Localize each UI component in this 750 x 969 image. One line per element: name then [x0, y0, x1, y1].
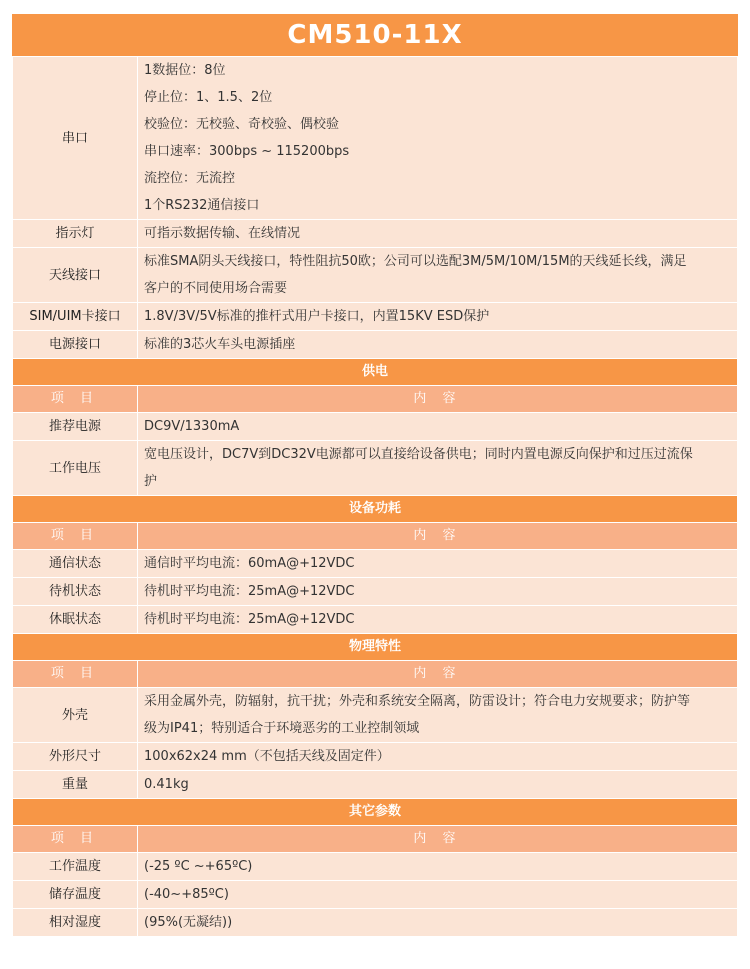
- spec-key: 工作电压: [13, 441, 138, 496]
- section-title: 其它参数: [13, 799, 738, 826]
- section-title: 设备功耗: [13, 496, 738, 523]
- spec-key: 指示灯: [13, 220, 138, 248]
- column-header-row: [13, 826, 738, 853]
- spec-value-line: 采用金属外壳，防辐射，抗干扰；外壳和系统安全隔离，防雷设计；符合电力安规要求；防护等: [144, 694, 691, 709]
- spec-value-line: 100x62x24 mm（不包括天线及固定件）: [144, 749, 390, 764]
- spec-row: [13, 853, 738, 881]
- column-header-row: [13, 661, 738, 688]
- spec-value: [138, 331, 738, 359]
- spec-key: 休眠状态: [13, 606, 138, 634]
- section-header: [13, 634, 738, 661]
- spec-value-line: 宽电压设计，DC7V到DC32V电源都可以直接给设备供电；同时内置电源反向保护和过压过流保: [144, 447, 693, 462]
- spec-value-line: DC9V/1330mA: [144, 419, 240, 434]
- column-header-content: 内 容: [138, 386, 738, 413]
- spec-value-line: 流控位：无流控: [144, 171, 236, 186]
- spec-key: 外形尺寸: [13, 743, 138, 771]
- spec-value: [138, 771, 738, 799]
- spec-value: [138, 248, 738, 303]
- spec-key: 通信状态: [13, 550, 138, 578]
- spec-value-line: 1个RS232通信接口: [144, 198, 260, 213]
- section-title: 物理特性: [13, 634, 738, 661]
- column-header-item: 项 目: [13, 386, 138, 413]
- spec-value-line: 校验位：无校验、奇校验、偶校验: [144, 117, 340, 132]
- spec-row: [13, 578, 738, 606]
- column-header-item: 项 目: [13, 826, 138, 853]
- spec-key: 相对湿度: [13, 909, 138, 937]
- spec-value: [138, 743, 738, 771]
- spec-value: [138, 881, 738, 909]
- spec-key: 推荐电源: [13, 413, 138, 441]
- section-header: [13, 359, 738, 386]
- spec-row: [13, 688, 738, 743]
- spec-table: [12, 56, 738, 937]
- spec-row: [13, 881, 738, 909]
- spec-row: [13, 550, 738, 578]
- spec-value-line: 客户的不同使用场合需要: [144, 281, 288, 296]
- spec-value: [138, 303, 738, 331]
- spec-value: [138, 413, 738, 441]
- spec-sheet: [12, 14, 738, 937]
- spec-row: [13, 303, 738, 331]
- spec-row: [13, 248, 738, 303]
- spec-row: [13, 743, 738, 771]
- spec-value-line: 待机时平均电流：25mA@+12VDC: [144, 612, 355, 627]
- spec-value: [138, 853, 738, 881]
- spec-value-line: (-25 ºC ~+65ºC): [144, 859, 253, 874]
- spec-row: [13, 331, 738, 359]
- column-header-item: 项 目: [13, 523, 138, 550]
- spec-key: 天线接口: [13, 248, 138, 303]
- column-header-content: 内 容: [138, 523, 738, 550]
- spec-key: 重量: [13, 771, 138, 799]
- spec-value-line: 串口速率：300bps ~ 115200bps: [144, 144, 350, 159]
- spec-value-line: 待机时平均电流：25mA@+12VDC: [144, 584, 355, 599]
- column-header-content: 内 容: [138, 661, 738, 688]
- spec-value-line: (95%(无凝结)): [144, 915, 233, 930]
- spec-key: SIM/UIM卡接口: [13, 303, 138, 331]
- spec-value-line: 标准SMA阴头天线接口，特性阻抗50欧；公司可以选配3M/5M/10M/15M的天线延长线，满足: [144, 254, 687, 269]
- section-title: 供电: [13, 359, 738, 386]
- spec-value-line: 0.41kg: [144, 777, 189, 792]
- spec-value-line: 护: [144, 474, 158, 489]
- spec-value-line: 停止位：1、1.5、2位: [144, 90, 273, 105]
- spec-key: 外壳: [13, 688, 138, 743]
- column-header-row: [13, 386, 738, 413]
- spec-value-line: 1.8V/3V/5V标准的推杆式用户卡接口，内置15KV ESD保护: [144, 309, 490, 324]
- spec-key: 储存温度: [13, 881, 138, 909]
- spec-row: [13, 909, 738, 937]
- spec-value-line: 通信时平均电流：60mA@+12VDC: [144, 556, 355, 571]
- spec-row: [13, 441, 738, 496]
- column-header-item: 项 目: [13, 661, 138, 688]
- spec-value-line: 可指示数据传输、在线情况: [144, 226, 301, 241]
- spec-value: [138, 606, 738, 634]
- spec-value-line: (-40~+85ºC): [144, 887, 229, 902]
- section-header: [13, 496, 738, 523]
- spec-value: [138, 578, 738, 606]
- spec-value: [138, 57, 738, 220]
- spec-value: [138, 688, 738, 743]
- column-header-content: 内 容: [138, 826, 738, 853]
- spec-row: [13, 606, 738, 634]
- spec-row: [13, 220, 738, 248]
- spec-value-line: 级为IP41；特别适合于环境恶劣的工业控制领域: [144, 721, 420, 736]
- spec-value-line: 标准的3芯火车头电源插座: [144, 337, 296, 352]
- column-header-row: [13, 523, 738, 550]
- spec-row: [13, 57, 738, 220]
- spec-key: 待机状态: [13, 578, 138, 606]
- spec-row: [13, 771, 738, 799]
- section-header: [13, 799, 738, 826]
- spec-row: [13, 413, 738, 441]
- spec-key: 电源接口: [13, 331, 138, 359]
- spec-value-line: 1数据位：8位: [144, 63, 226, 78]
- spec-value: [138, 550, 738, 578]
- spec-key: 串口: [13, 57, 138, 220]
- spec-key: 工作温度: [13, 853, 138, 881]
- spec-value: [138, 909, 738, 937]
- spec-value: [138, 220, 738, 248]
- spec-value: [138, 441, 738, 496]
- product-title: CM510-11X: [12, 14, 738, 56]
